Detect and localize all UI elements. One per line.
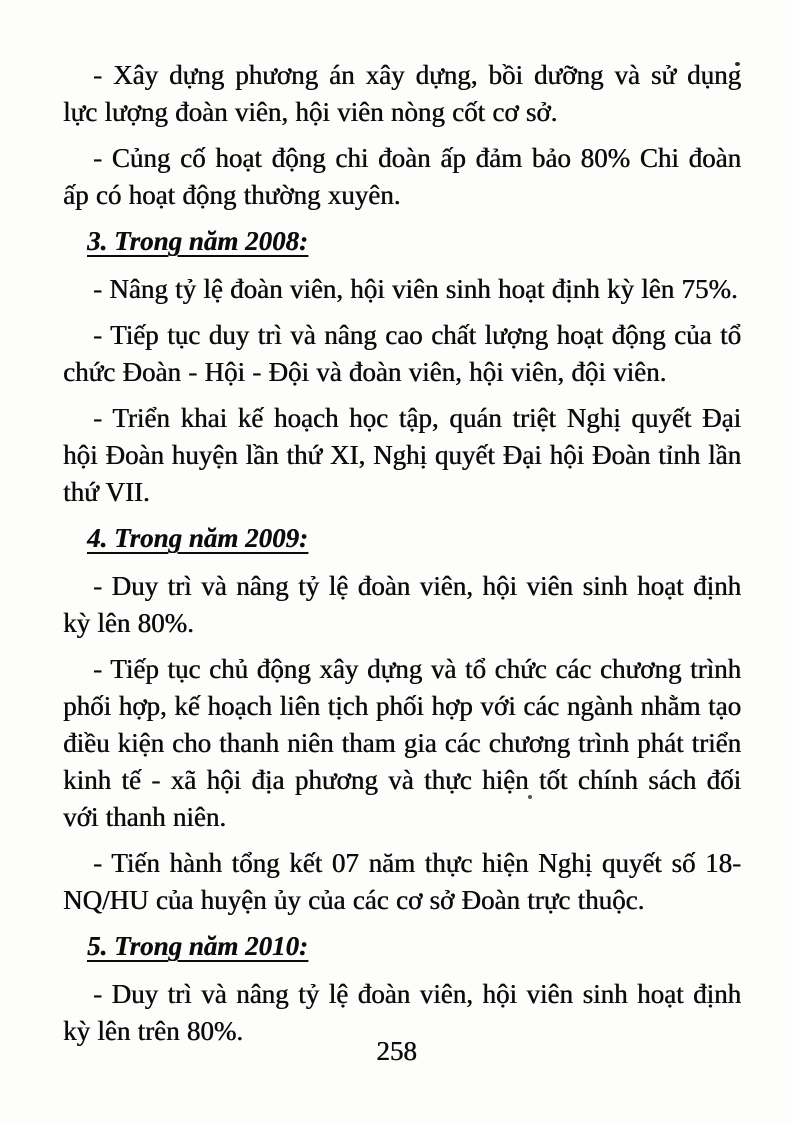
paragraph: - Tiến hành tổng kết 07 năm thực hiện Nghị quyết số 18-NQ/HU của huyện ủy của các cơ sở Đoàn trực thuộc. [63, 848, 741, 915]
section-heading [63, 223, 741, 260]
page-body [63, 57, 741, 1059]
paragraph: - Nâng tỷ lệ đoàn viên, hội viên sinh hoạt định kỳ lên 75%. [93, 274, 738, 304]
paragraph: - Duy trì và nâng tỷ lệ đoàn viên, hội viên sinh hoạt định kỳ lên 80%. [63, 571, 741, 638]
section-heading-text: 4. Trong năm 2009: [87, 523, 309, 553]
paragraph: - Triển khai kế hoạch học tập, quán triệt Nghị quyết Đại hội Đoàn huyện lần thứ XI, Nghị quyết Đại hội Đoàn tỉnh lần thứ VII. [63, 403, 741, 507]
paragraph: - Tiếp tục duy trì và nâng cao chất lượng hoạt động của tổ chức Đoàn - Hội - Đội và đoàn viên, hội viên, đội viên. [63, 320, 741, 387]
section-heading-text: 3. Trong năm 2008: [87, 226, 309, 256]
paragraph: - Duy trì và nâng tỷ lệ đoàn viên, hội viên sinh hoạt định kỳ lên trên 80%. [63, 979, 741, 1046]
page-number: 258 [376, 1036, 417, 1066]
paragraph: - Củng cố hoạt động chi đoàn ấp đảm bảo 80% Chi đoàn ấp có hoạt động thường xuyên. [63, 143, 741, 210]
paragraph: - Tiếp tục chủ động xây dựng và tổ chức các chương trình phối hợp, kế hoạch liên tịch phối hợp với các ngành nhằm tạo điều kiện cho thanh niên tham gia các chương trình phát triển kinh tế - xã hội địa phương và thực hiện tốt chính sách đối với thanh niên. [63, 654, 741, 832]
section-heading [63, 520, 741, 557]
paragraph: - Xây dựng phương án xây dựng, bồi dưỡng và sử dụng lực lượng đoàn viên, hội viên nòng cốt cơ sở. [63, 60, 741, 127]
section-heading [63, 928, 741, 965]
section-heading-text: 5. Trong năm 2010: [87, 931, 309, 961]
